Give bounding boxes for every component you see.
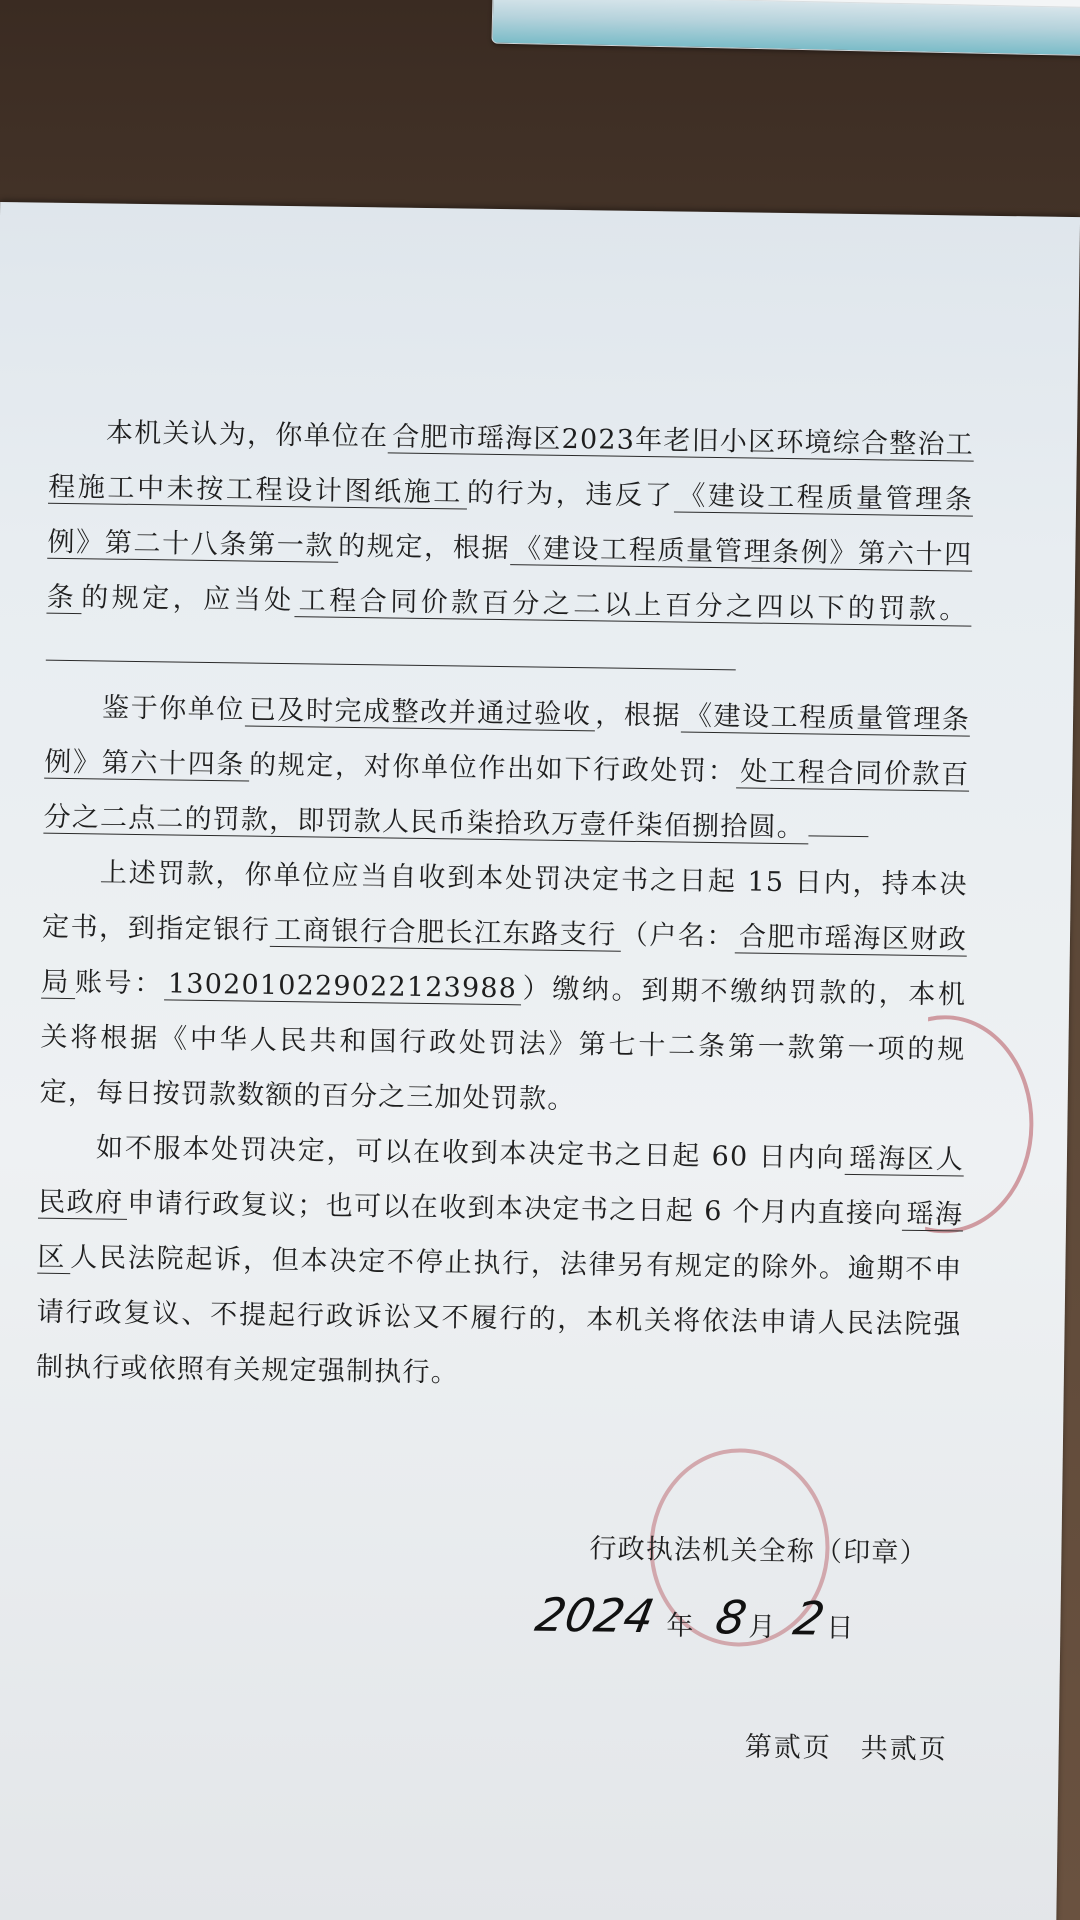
filled-location: 合肥市瑶海区2023年老旧小区环境综合整治工程施工中未按工程设计图纸施工	[48, 421, 975, 509]
text: 上述罚款，你单位应当自收到本处罚决定书之日起 15 日内，持本决定书，到指定银行	[41, 857, 968, 946]
filled-circumstance: 已及时完成整改并通过验收	[245, 694, 596, 731]
filled-penalty-decision: 处工程合同价款百分之二点二的罚款，即罚款人民币柒拾玖万壹仟柒佰捌拾圆。	[43, 756, 970, 844]
text: 申请行政复议；也可以在收到本决定书之日起 6 个月内直接向	[127, 1187, 903, 1230]
filled-law-basis: 《建设工程质量管理条例》第六十四条	[44, 700, 971, 781]
text: 人民法院起诉，但本决定不停止执行，法律另有规定的除外。逾期不申请行政复议、不提起行政诉讼又不履行的，本机关将依法申请人民法院强制执行或依照有关规定强制执行。	[35, 1242, 963, 1389]
paragraph-payment	[39, 845, 968, 1133]
text: 本机关认为，你单位在	[105, 417, 389, 453]
text: 鉴于你单位	[101, 692, 246, 726]
handwritten-day: 2	[789, 1591, 829, 1646]
text: 的行为，违反了	[466, 477, 675, 512]
handwritten-month: 8	[711, 1590, 751, 1645]
paragraph-decision	[43, 680, 970, 858]
card-edge	[491, 0, 1080, 57]
text: ）缴纳。到期不缴纳罚款的，本机关将根据《中华人民共和国行政处罚法》第七十二条第一款第一项的规定，每日按罚款数额的百分之三加处罚款。	[39, 973, 967, 1116]
text: ，根据	[595, 699, 682, 732]
page-number: 第贰页 共贰页	[744, 1731, 948, 1766]
underline-fill	[46, 659, 736, 671]
signature-date	[531, 1580, 854, 1650]
filled-law-basis: 《建设工程质量管理条例》第六十四条	[46, 533, 973, 614]
filled-account-number: 1302010229022123988	[164, 968, 522, 1005]
text: 如不服本处罚决定，可以在收到本决定书之日起 60 日内向	[95, 1132, 846, 1174]
year-unit: 年	[666, 1610, 694, 1642]
filled-bank: 工商银行合肥长江东路支行	[270, 915, 621, 952]
text: 账号：	[74, 967, 165, 1000]
document-body	[36, 405, 975, 1408]
month-unit: 月	[748, 1611, 776, 1643]
paragraph-violation	[46, 405, 975, 693]
filled-penalty-range: 工程合同价款百分之二以上百分之四以下的罚款。	[295, 585, 972, 626]
filled-law-violated: 《建设工程质量管理条例》第二十八条第一款	[47, 480, 974, 562]
handwritten-year: 2024	[531, 1587, 659, 1644]
authority-label: 行政执法机关全称（印章）	[589, 1533, 929, 1570]
day-unit: 日	[826, 1612, 854, 1645]
underline-fill	[809, 834, 869, 837]
document-page	[0, 202, 1080, 1920]
text: 的规定，根据	[337, 530, 511, 565]
filled-account-name: 合肥市瑶海区财政局	[41, 921, 968, 999]
filled-review-body: 瑶海区人民政府	[38, 1142, 965, 1219]
text: （户名：	[620, 919, 736, 953]
text: 的规定，应当处	[80, 582, 295, 617]
signature-block	[589, 1526, 970, 1570]
text: 的规定，对你单位作出如下行政处罚：	[248, 749, 737, 788]
paragraph-appeal	[36, 1120, 965, 1408]
filled-court: 瑶海区	[37, 1198, 964, 1274]
